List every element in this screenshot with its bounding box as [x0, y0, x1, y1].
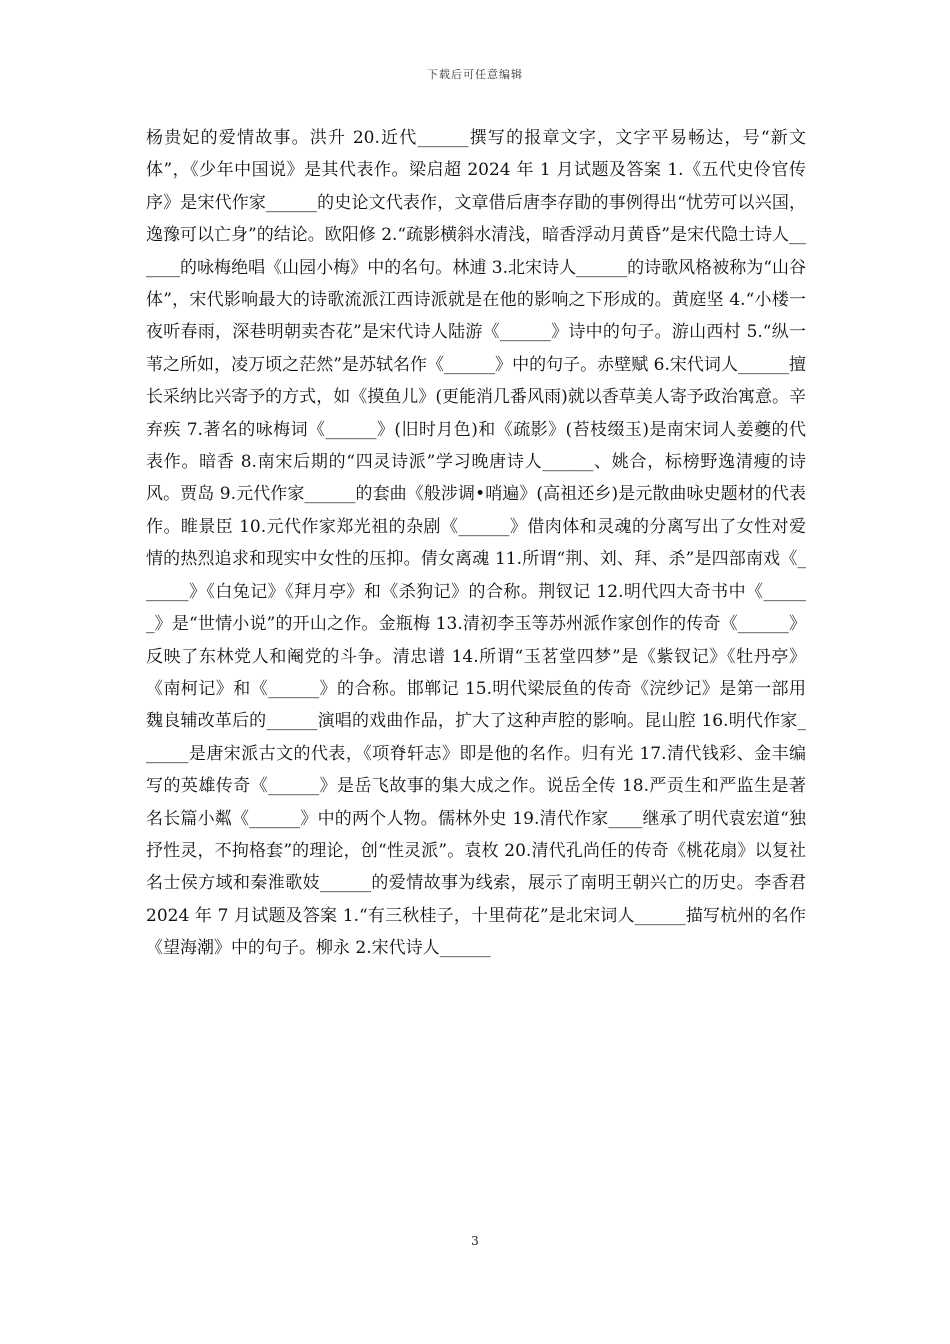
- body-paragraph: 杨贵妃的爱情故事。洪升 20.近代______撰写的报章文字，文字平易畅达，号“新文体”，《少年中国说》是其代表作。梁启超 2024 年 1 月试题及答案 1.《五代史伶官传序》是宋代作家______的史论文代表作，文章借后唐李存勖的事例得出“忧劳可以兴国，逸豫可以亡身”的结论。欧阳修 2.“疏影横斜水清浅，暗香浮动月黄昏”是宋代隐士诗人______的咏梅绝唱《山园小梅》中的名句。林逋 3.北宋诗人______的诗歌风格被称为“山谷体”，宋代影响最大的诗歌流派江西诗派就是在他的影响之下形成的。黄庭坚 4.“小楼一夜听春雨，深巷明朝卖杏花”是宋代诗人陆游《______》诗中的句子。游山西村 5.“纵一苇之所如，凌万顷之茫然”是苏轼名作《______》中的句子。赤壁赋 6.宋代词人______擅长采纳比兴寄予的方式，如《摸鱼儿》(更能消几番风雨)就以香草美人寄予政治寓意。辛弃疾 7.著名的咏梅词《______》(旧时月色)和《疏影》(苔枝缀玉)是南宋词人姜夔的代表作。暗香 8.南宋后期的“四灵诗派”学习晚唐诗人______、姚合，标榜野逸清瘦的诗风。贾岛 9.元代作家______的套曲《般涉调•哨遍》(高祖还乡)是元散曲咏史题材的代表作。睢景臣 10.元代作家郑光祖的杂剧《______》借肉体和灵魂的分离写出了女性对爱情的热烈追求和现实中女性的压抑。倩女离魂 11.所谓“荆、刘、拜、杀”是四部南戏《______》《白兔记》《拜月亭》和《杀狗记》的合称。荆钗记 12.明代四大奇书中《______》是“世情小说”的开山之作。金瓶梅 13.清初李玉等苏州派作家创作的传奇《______》反映了东林党人和阉党的斗争。清忠谱 14.所谓“玉茗堂四梦”是《紫钗记》《牡丹亭》《南柯记》和《______》的合称。邯郸记 15.明代梁辰鱼的传奇《浣纱记》是第一部用魏良辅改革后的______演唱的戏曲作品，扩大了这种声腔的影响。昆山腔 16.明代作家______是唐宋派古文的代表，《项脊轩志》即是他的名作。归有光 17.清代钱彩、金丰编写的英雄传奇《______》是岳飞故事的集大成之作。说岳全传 18.严贡生和严监生是著名长篇小粼《______》中的两个人物。儒林外史 19.清代作家____继承了明代袁宏道“独抒性灵，不拘格套”的理论，创“性灵派”。袁枚 20.清代孔尚任的传奇《桃花扇》以复社名士侯方域和秦淮歌妓______的爱情故事为线索，展示了南明王朝兴亡的历史。李香君 2024 年 7 月试题及答案 1.“有三秋桂子，十里荷花”是北宋词人______描写杭州的名作《望海潮》中的句子。柳永 2.宋代诗人______: [146, 128, 806, 959]
- page-number: 3: [471, 1234, 479, 1248]
- page-header-note: 下载后可任意编辑: [427, 68, 523, 81]
